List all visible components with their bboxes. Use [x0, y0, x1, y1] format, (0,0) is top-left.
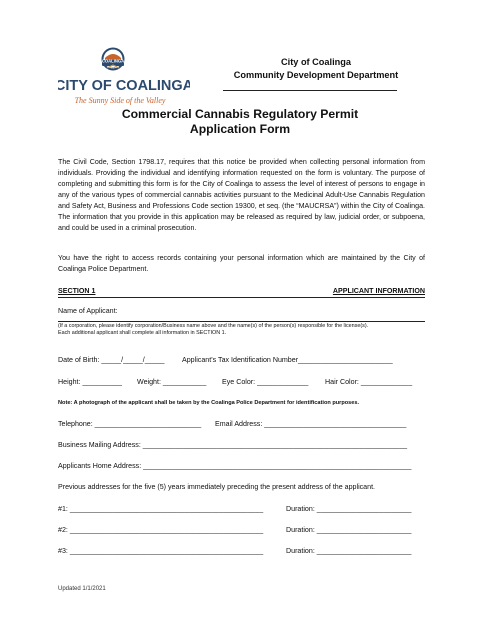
logo-name-text: CITY OF COALINGA: [58, 78, 190, 94]
seal-badge-text: COALINGA: [101, 58, 125, 64]
home-address-field[interactable]: Applicants Home Address: ____________________________________________________________________: [58, 462, 412, 470]
address-2-duration-field[interactable]: Duration: ________________________: [286, 526, 412, 534]
section-rule: [58, 297, 425, 298]
email-field[interactable]: Email Address: ____________________________________: [215, 420, 407, 428]
section-number: SECTION 1: [58, 287, 96, 295]
corp-note-line-1: (If a corporation, please identify corporation/Business name above and the name(s) of the person(s) responsible for the license(s).: [58, 323, 369, 329]
section-title: APPLICANT INFORMATION: [332, 287, 425, 295]
org-line-1: City of Coalinga: [281, 57, 351, 67]
intro-paragraph: The Civil Code, Section 1798.17, requires that this notice be provided when collecting personal information from individuals. Providing the individual and identifying information requested on the form is voluntary. The purpose of completing and submitting this form is for the City of Coalinga to assess the level of interest of persons to engage in any of the various types of commercial cannabis activities pursuant to the Medicinal Adult-Use Cannabis Regulation and Safety Act, Business and Professions Code section 19300, et seq. (the “MAUCRSA”) within the City of Coalinga. The information that you provide in this application may be released as required by law, judicial order, or subpoena, and could be used in a criminal prosecution.: [58, 158, 425, 232]
address-3-field[interactable]: #3: _________________________________________________: [58, 547, 264, 555]
previous-addresses-label: Previous addresses for the five (5) years immediately preceding the present address of the applicant.: [58, 483, 376, 491]
rights-paragraph: You have the right to access records containing your personal information which are maintained by the City of Coalinga Police Department.: [58, 254, 425, 273]
telephone-field[interactable]: Telephone: ___________________________: [58, 420, 202, 428]
hair-color-field[interactable]: Hair Color: _____________: [325, 378, 413, 386]
corp-note: [58, 323, 428, 338]
org-line-2: Community Development Department: [233, 70, 399, 80]
address-1-field[interactable]: #1: _________________________________________________: [58, 505, 264, 513]
corp-note-line-2: Each additional applicant shall complete all information in SECTION 1.: [58, 330, 227, 337]
title-line-2: Application Form: [189, 122, 291, 136]
weight-field[interactable]: Weight: ___________: [137, 378, 207, 386]
business-mailing-address-field[interactable]: Business Mailing Address: ___________________________________________________________________: [58, 441, 408, 449]
city-seal-icon: [58, 47, 190, 113]
height-field[interactable]: Height: __________: [58, 378, 122, 386]
address-3-duration-field[interactable]: Duration: ________________________: [286, 547, 412, 555]
header-divider: [223, 90, 397, 91]
city-logo: [58, 47, 190, 113]
seal-est-text: 1906: [110, 67, 116, 70]
logo-tagline-text: The Sunny Side of the Valley: [74, 96, 166, 105]
name-of-applicant-label: Name of Applicant:: [58, 307, 118, 315]
org-heading: [211, 56, 421, 82]
page-title: [40, 107, 440, 137]
date-of-birth-field[interactable]: Date of Birth: _____/_____/_____: [58, 356, 165, 364]
address-1-duration-field[interactable]: Duration: ________________________: [286, 505, 412, 513]
title-line-1: Commercial Cannabis Regulatory Permit: [121, 107, 359, 121]
tax-id-field[interactable]: Applicant’s Tax Identification Number________________________: [182, 356, 393, 364]
updated-date: Updated 1/1/2021: [58, 586, 106, 592]
address-2-field[interactable]: #2: _________________________________________________: [58, 526, 264, 534]
photo-note: Note: A photograph of the applicant shall be taken by the Coalinga Police Department for identification purposes.: [58, 400, 360, 406]
name-of-applicant-field[interactable]: [58, 321, 425, 322]
eye-color-field[interactable]: Eye Color: _____________: [222, 378, 309, 386]
